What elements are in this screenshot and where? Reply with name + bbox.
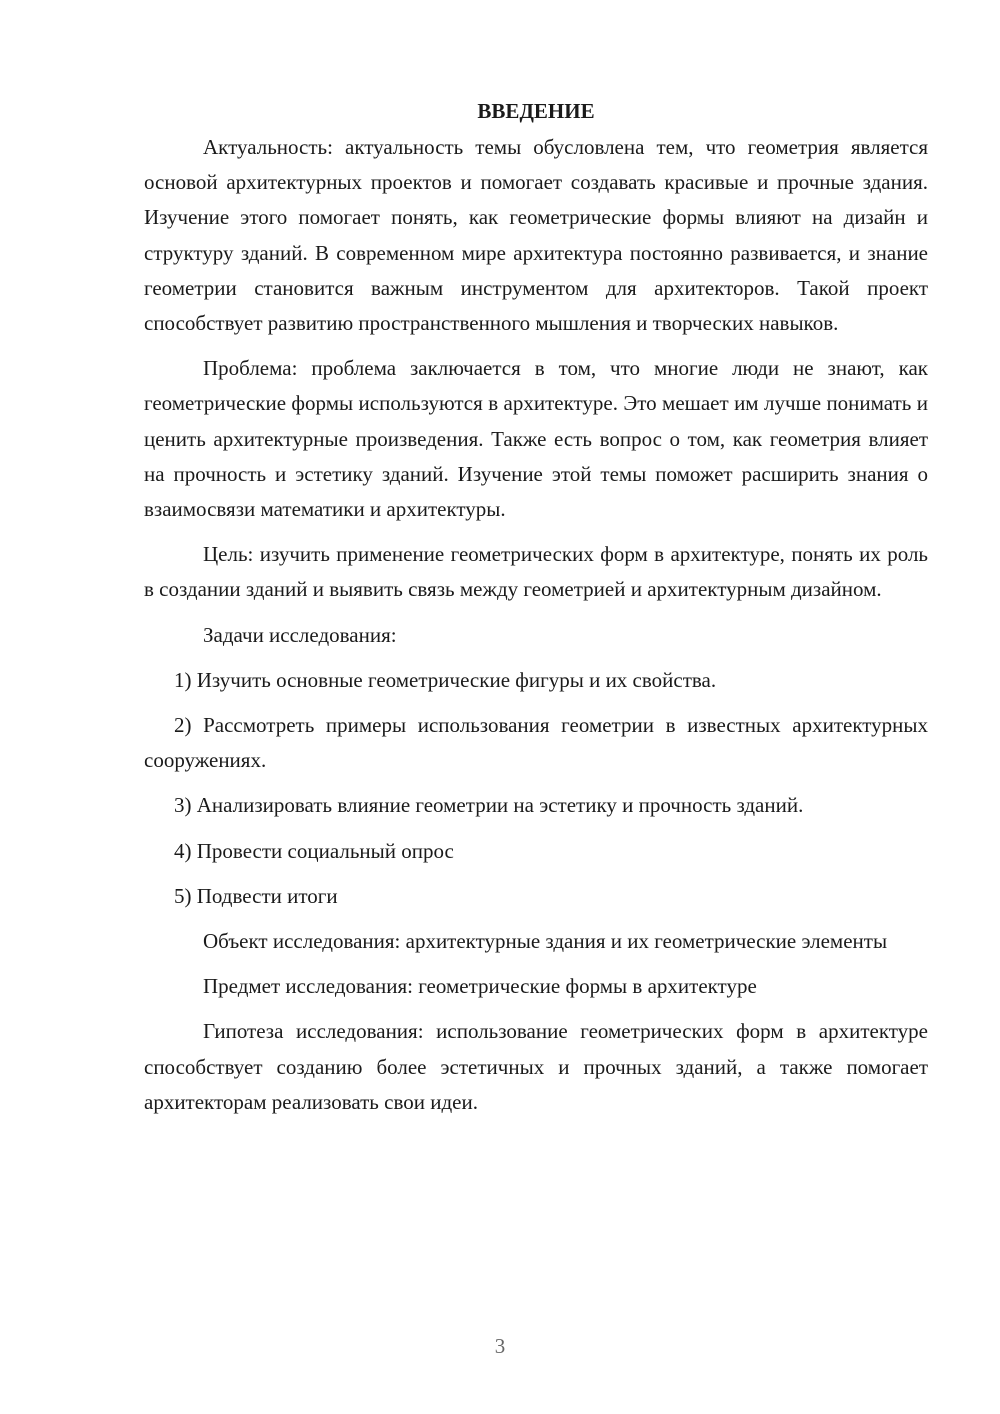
subject-paragraph: Предмет исследования: геометрические формы в архитектуре xyxy=(203,974,757,999)
task-item-2: 2) Рассмотреть примеры использования геометрии в известных архитектурных сооружениях. xyxy=(144,713,928,773)
object-paragraph: Объект исследования: архитектурные здания и их геометрические элементы xyxy=(203,929,888,954)
page-number: 3 xyxy=(494,1334,506,1358)
task-item-5: 5) Подвести итоги xyxy=(174,883,338,908)
hypothesis-paragraph: Гипотеза исследования: использование геометрических форм в архитектуре способствует созданию более эстетичных и прочных зданий, а также помогает архитекторам реализовать свои идеи. xyxy=(144,1019,928,1114)
goal-paragraph: Цель: изучить применение геометрических форм в архитектуре, понять их роль в создании зданий и выявить связь между геометрией и архитектурным дизайном. xyxy=(144,542,928,602)
section-title: ВВЕДЕНИЕ xyxy=(477,99,595,123)
task-item-1: 1) Изучить основные геометрические фигуры и их свойства. xyxy=(174,667,717,692)
problem-paragraph: Проблема: проблема заключается в том, что многие люди не знают, как геометрические формы используются в архитектуре. Это мешает им лучше понимать и ценить архитектурные произведения. Также есть вопрос о том, как геометрия влияет на прочность и эстетику зданий. Изучение этой темы поможет расширить знания о взаимосвязи математики и архитектуры. xyxy=(144,356,928,522)
task-item-4: 4) Провести социальный опрос xyxy=(174,838,454,863)
tasks-heading: Задачи исследования: xyxy=(203,622,397,647)
relevance-paragraph: Актуальность: актуальность темы обусловлена тем, что геометрия является основой архитектурных проектов и помогает создавать красивые и прочные здания. Изучение этого помогает понять, как геометрические формы влияют на дизайн и структуру зданий. В современном мире архитектура постоянно развивается, и знание геометрии становится важным инструментом для архитекторов. Такой проект способствует развитию пространственного мышления и творческих навыков. xyxy=(144,135,928,336)
task-item-3: 3) Анализировать влияние геометрии на эстетику и прочность зданий. xyxy=(174,793,804,818)
page-content xyxy=(144,96,928,1120)
